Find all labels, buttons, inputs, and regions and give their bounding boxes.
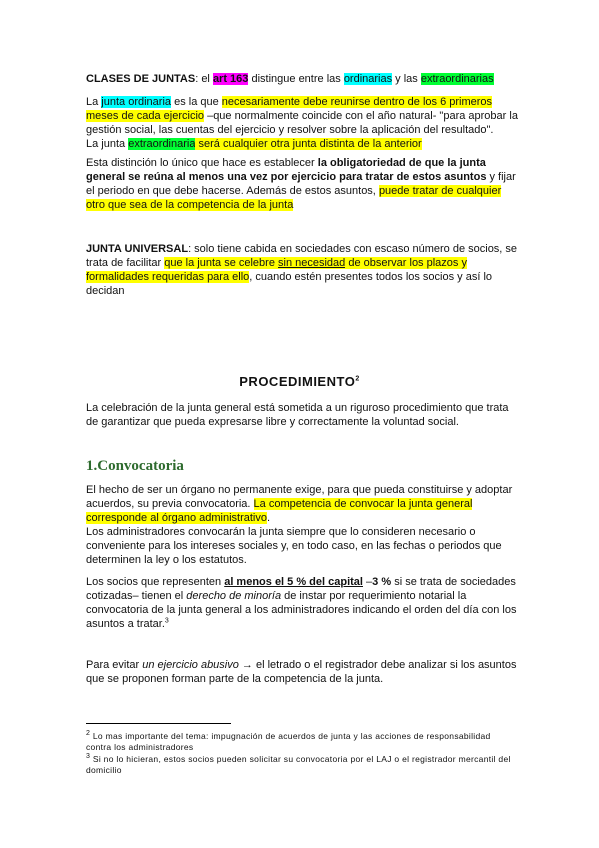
universal-highlight: que la junta se celebre <box>164 257 279 269</box>
text-run: El hecho de ser un órgano no permanente exige, para que pueda constituirse y adoptar acuerdos, su previa convocatoria. <box>86 484 513 510</box>
text-run: Los administradores convocarán la junta siempre que lo consideren necesario o conveniente para los intereses sociales y, en todo caso, en las fechas o periodos que determinen la ley o los estatutos. <box>86 526 502 566</box>
ordinarias-highlight: ordinarias <box>343 73 393 85</box>
art-163-highlight: art 163 <box>212 73 249 85</box>
clases-paragraph <box>86 72 518 86</box>
convocatoria-heading: 1.Convocatoria <box>86 458 184 474</box>
convocatoria-paragraph-2 <box>86 575 518 631</box>
competencia-convocar-highlight: La competencia de convocar la junta general corresponde al órgano administrativo <box>86 498 473 524</box>
footnote-divider <box>86 723 231 724</box>
universal-paragraph <box>86 242 518 298</box>
text-run: es la que <box>171 96 222 108</box>
universal-title: JUNTA UNIVERSAL <box>86 243 189 255</box>
footnote-3 <box>86 754 518 776</box>
derecho-minoria-italic: derecho de minoría <box>186 590 282 602</box>
text-run: y las <box>392 73 421 85</box>
text-run: Esta distinción lo único que hace es establecer <box>86 157 318 169</box>
text-run: → el letrado o el registrador debe analizar si los asuntos que se proponen forman parte de la competencia de la junta. <box>86 659 517 685</box>
text-run: y fijar el periodo en que debe hacerse. Además de estos asuntos, <box>86 171 516 197</box>
text-run: , cuando estén presentes todos los socios y así lo decidan <box>86 271 493 297</box>
extraordinarias-highlight: extraordinarias <box>420 73 494 85</box>
text-run: –que normalmente coincide con el año natural- "para aprobar la gestión social, las cuentas del ejercicio y resolver sobre la aplicación del resultado". <box>86 110 518 136</box>
text-run: La junta <box>86 138 129 150</box>
footnote-2 <box>86 731 518 753</box>
convocatoria-paragraph-3 <box>86 658 518 686</box>
footnote-text: Lo mas importante del tema: impugnación de acuerdos de junta y las acciones de responsabilidad contra los administradores <box>86 731 491 752</box>
plazo-highlight: necesariamente debe reunirse dentro de los 6 primeros meses de cada ejercicio <box>86 96 493 122</box>
text-run: si se trata de sociedades cotizadas– tienen el <box>86 576 516 602</box>
competencia-highlight: puede tratar de cualquier otro que sea de la competencia de la junta <box>86 185 502 211</box>
footnote-number: 2 <box>86 730 91 738</box>
footnote-text: Si no lo hicieran, estos socios pueden solicitar su convocatoria por el LAJ o el registrador mercantil del domicilio <box>86 754 511 775</box>
universal-highlight: de observar los plazos y formalidades requeridas para ello <box>86 257 467 283</box>
text-run: Para evitar <box>86 659 143 671</box>
text-run: La <box>86 96 102 108</box>
ordinaria-paragraph <box>86 95 518 151</box>
extraordinaria-highlight: extraordinaria <box>128 138 196 150</box>
junta-ordinaria-highlight: junta ordinaria <box>101 96 172 108</box>
text-run: de instar por requerimiento notarial la convocatoria de la junta general a los administradores indicando el orden del día con los asuntos a tratar. <box>86 590 517 630</box>
text-run: distingue entre las <box>248 73 344 85</box>
footnote-number: 3 <box>86 753 91 761</box>
distincion-paragraph <box>86 156 518 212</box>
ejercicio-abusivo-italic: un ejercicio abusivo <box>142 659 239 671</box>
text-run: Los socios que representen <box>86 576 225 588</box>
sin-necesidad-underlined: sin necesidad <box>278 257 346 269</box>
cotizadas-bold: 3 % <box>372 576 392 588</box>
convocatoria-paragraph-1 <box>86 483 518 567</box>
capital-bold: al menos el 5 % del capital <box>224 576 363 588</box>
footnote-ref: 2 <box>355 375 360 383</box>
text-run: : solo tiene cabida en sociedades con escaso número de socios, se trata de facilitar <box>86 243 518 269</box>
footnote-ref: 3 <box>164 617 169 625</box>
text-run: : el <box>195 73 213 85</box>
clases-title: CLASES DE JUNTAS <box>86 73 196 85</box>
procedimiento-heading <box>0 374 599 389</box>
procedimiento-paragraph: La celebración de la junta general está sometida a un riguroso procedimiento que trata de garantizar que pueda expresarse libre y correctamente la voluntad social. <box>86 402 509 428</box>
extraordinaria-def-highlight: será cualquier otra junta distinta de la anterior <box>195 138 422 150</box>
obligatoriedad-bold: la obligatoriedad de que la junta general se reúna al menos una vez por ejercicio para tratar de estos asuntos <box>86 157 487 183</box>
text-run: . <box>267 512 271 524</box>
text-run: – <box>362 576 373 588</box>
procedimiento-title: PROCEDIMIENTO <box>239 374 356 389</box>
